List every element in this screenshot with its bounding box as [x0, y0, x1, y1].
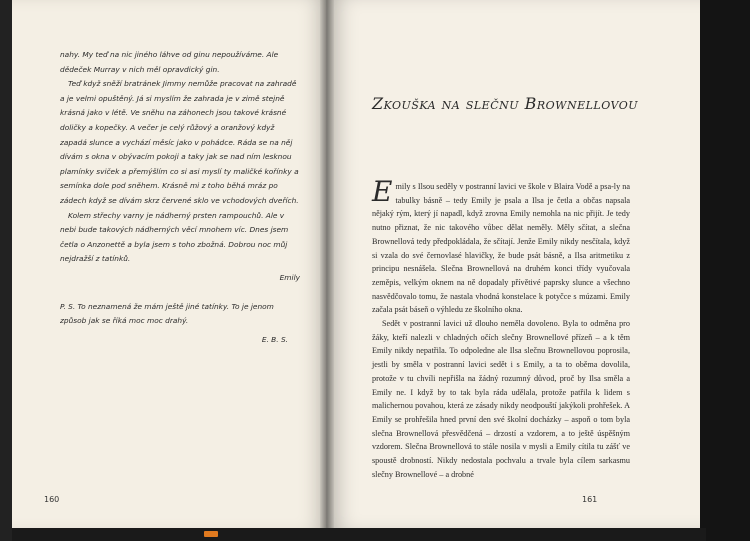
right-page-text [372, 175, 630, 481]
letter-signature: Emily [279, 272, 300, 282]
paragraph [372, 175, 630, 317]
paragraph: Sedět v postranní lavici už dlouho neměla dovoleno. Byla to odměna pro žáky, kteří nalezli v chladných očích slečny Brownellové přízeň – a k těm Emily nikdy nepatřila. To odpoledne ale Ilsa slečnu Brownellovou poprosila, jestli by směla v postranní lavici sedět i s Emily, a ta to oběma dovolila, protože v tu chvíli nepřišla na žádný rozumný důvod, proč by Ilsa směla a Emily ne. I když by to tak byla ráda udělala, protože patřila k lidem s malichernou povahou, která ze zásady nikdy neodpouští jakýkoli prohřešek. A Emily se prohřešila hned první den své školní docházky – aspoň o tom byla slečna Brownellová přesvědčená – drzostí a vzdorem, a to ještě úspěšným vzdorem. Slečna Brownellová to stále nosila v mysli a Emily cítila tu zášť ve spoustě drobností. Nikdy nedostala pochvalu a trvale byla cílem sarkasmu slečny Brownellové – a drobné [372, 319, 630, 479]
book-gutter [320, 0, 334, 541]
paragraph: Kolem střechy varny je nádherný prsten rampouchů. Ale v nebi bude takových nádherných věcí mnohem víc. Dnes jsem četla o Anzonettě a byla jsem s toho zbožná. Dobrou noc můj nejdražší z tatínků. [60, 210, 289, 264]
left-page-text [60, 48, 300, 347]
page-number-right: 161 [582, 495, 598, 504]
page-number-left: 160 [44, 495, 60, 504]
postscript-signature: E. B. S. [261, 334, 288, 344]
chapter-title: Zkouška na slečnu Brownellovou [372, 94, 639, 113]
book-edge-right [700, 0, 750, 541]
paragraph: Teď když sněží bratránek Jimmy nemůže pracovat na zahradě a je velmi opuštěný. Já si myslím že zahrada je v zimě stejně krásná jako v létě. Ve sněhu na záhonech jsou takové krásné doličky a kopečky. A večer je celý růžový a oranžový když zapadá slunce a vychází měsíc jako v pohádce. Ráda se na něj dívám s okna v obývacím pokoji a taky jak se nad ním lesknou plamínky sviček a přemýšlím co si asi myslí ty maličké kořínky a semínka dole pod sněhem. Krásně mi z toho běhá mráz po zádech když se dívám skrz červené sklo ve vchodových dveřích. [60, 79, 299, 205]
paragraph: nahy. My teď na nic jiného láhve od ginu nepoužíváme. Ale dědeček Murray v nich měl opravdický gin. [60, 50, 279, 74]
postscript: P. S. To neznamená že mám ještě jiné tatínky. To je jenom způsob jak se říká moc moc drahý. [60, 301, 274, 326]
drop-cap: E [372, 175, 393, 208]
paragraph-text: mily s Ilsou seděly v postranní lavici ve škole v Blaira Vodě a psa-ly na tabulky básně – tedy Emily je psala a Ilsa je četla a občas napsala nějaký rým, který jí napadl, když zrovna Emily nemohla na nic přijít. Je tedy nutno přiznat, že nic takového vůbec dělat neměly. Měly sčítat, a slečna Brownellová tedy předpokládala, že sčítají. Jenže Emily nikdy nesčítala, když si vzala do své černovlasé hlavičky, že bude psát básně, a Ilsa aritmetiku z principu nesnášela. Slečna Brownellová na druhém konci třídy vyučovala zeměpis, velkým oknem na ně dopadaly přívětivé paprsky slunce a všechno nasvědčovalo tomu, že nastala vhodná konstelace k potyčce s múzami. Emily začala psát báseň o výhledu ze školního okna. [372, 182, 630, 315]
book-bottom-edge [12, 528, 706, 541]
bookmark-ribbon [204, 531, 218, 537]
